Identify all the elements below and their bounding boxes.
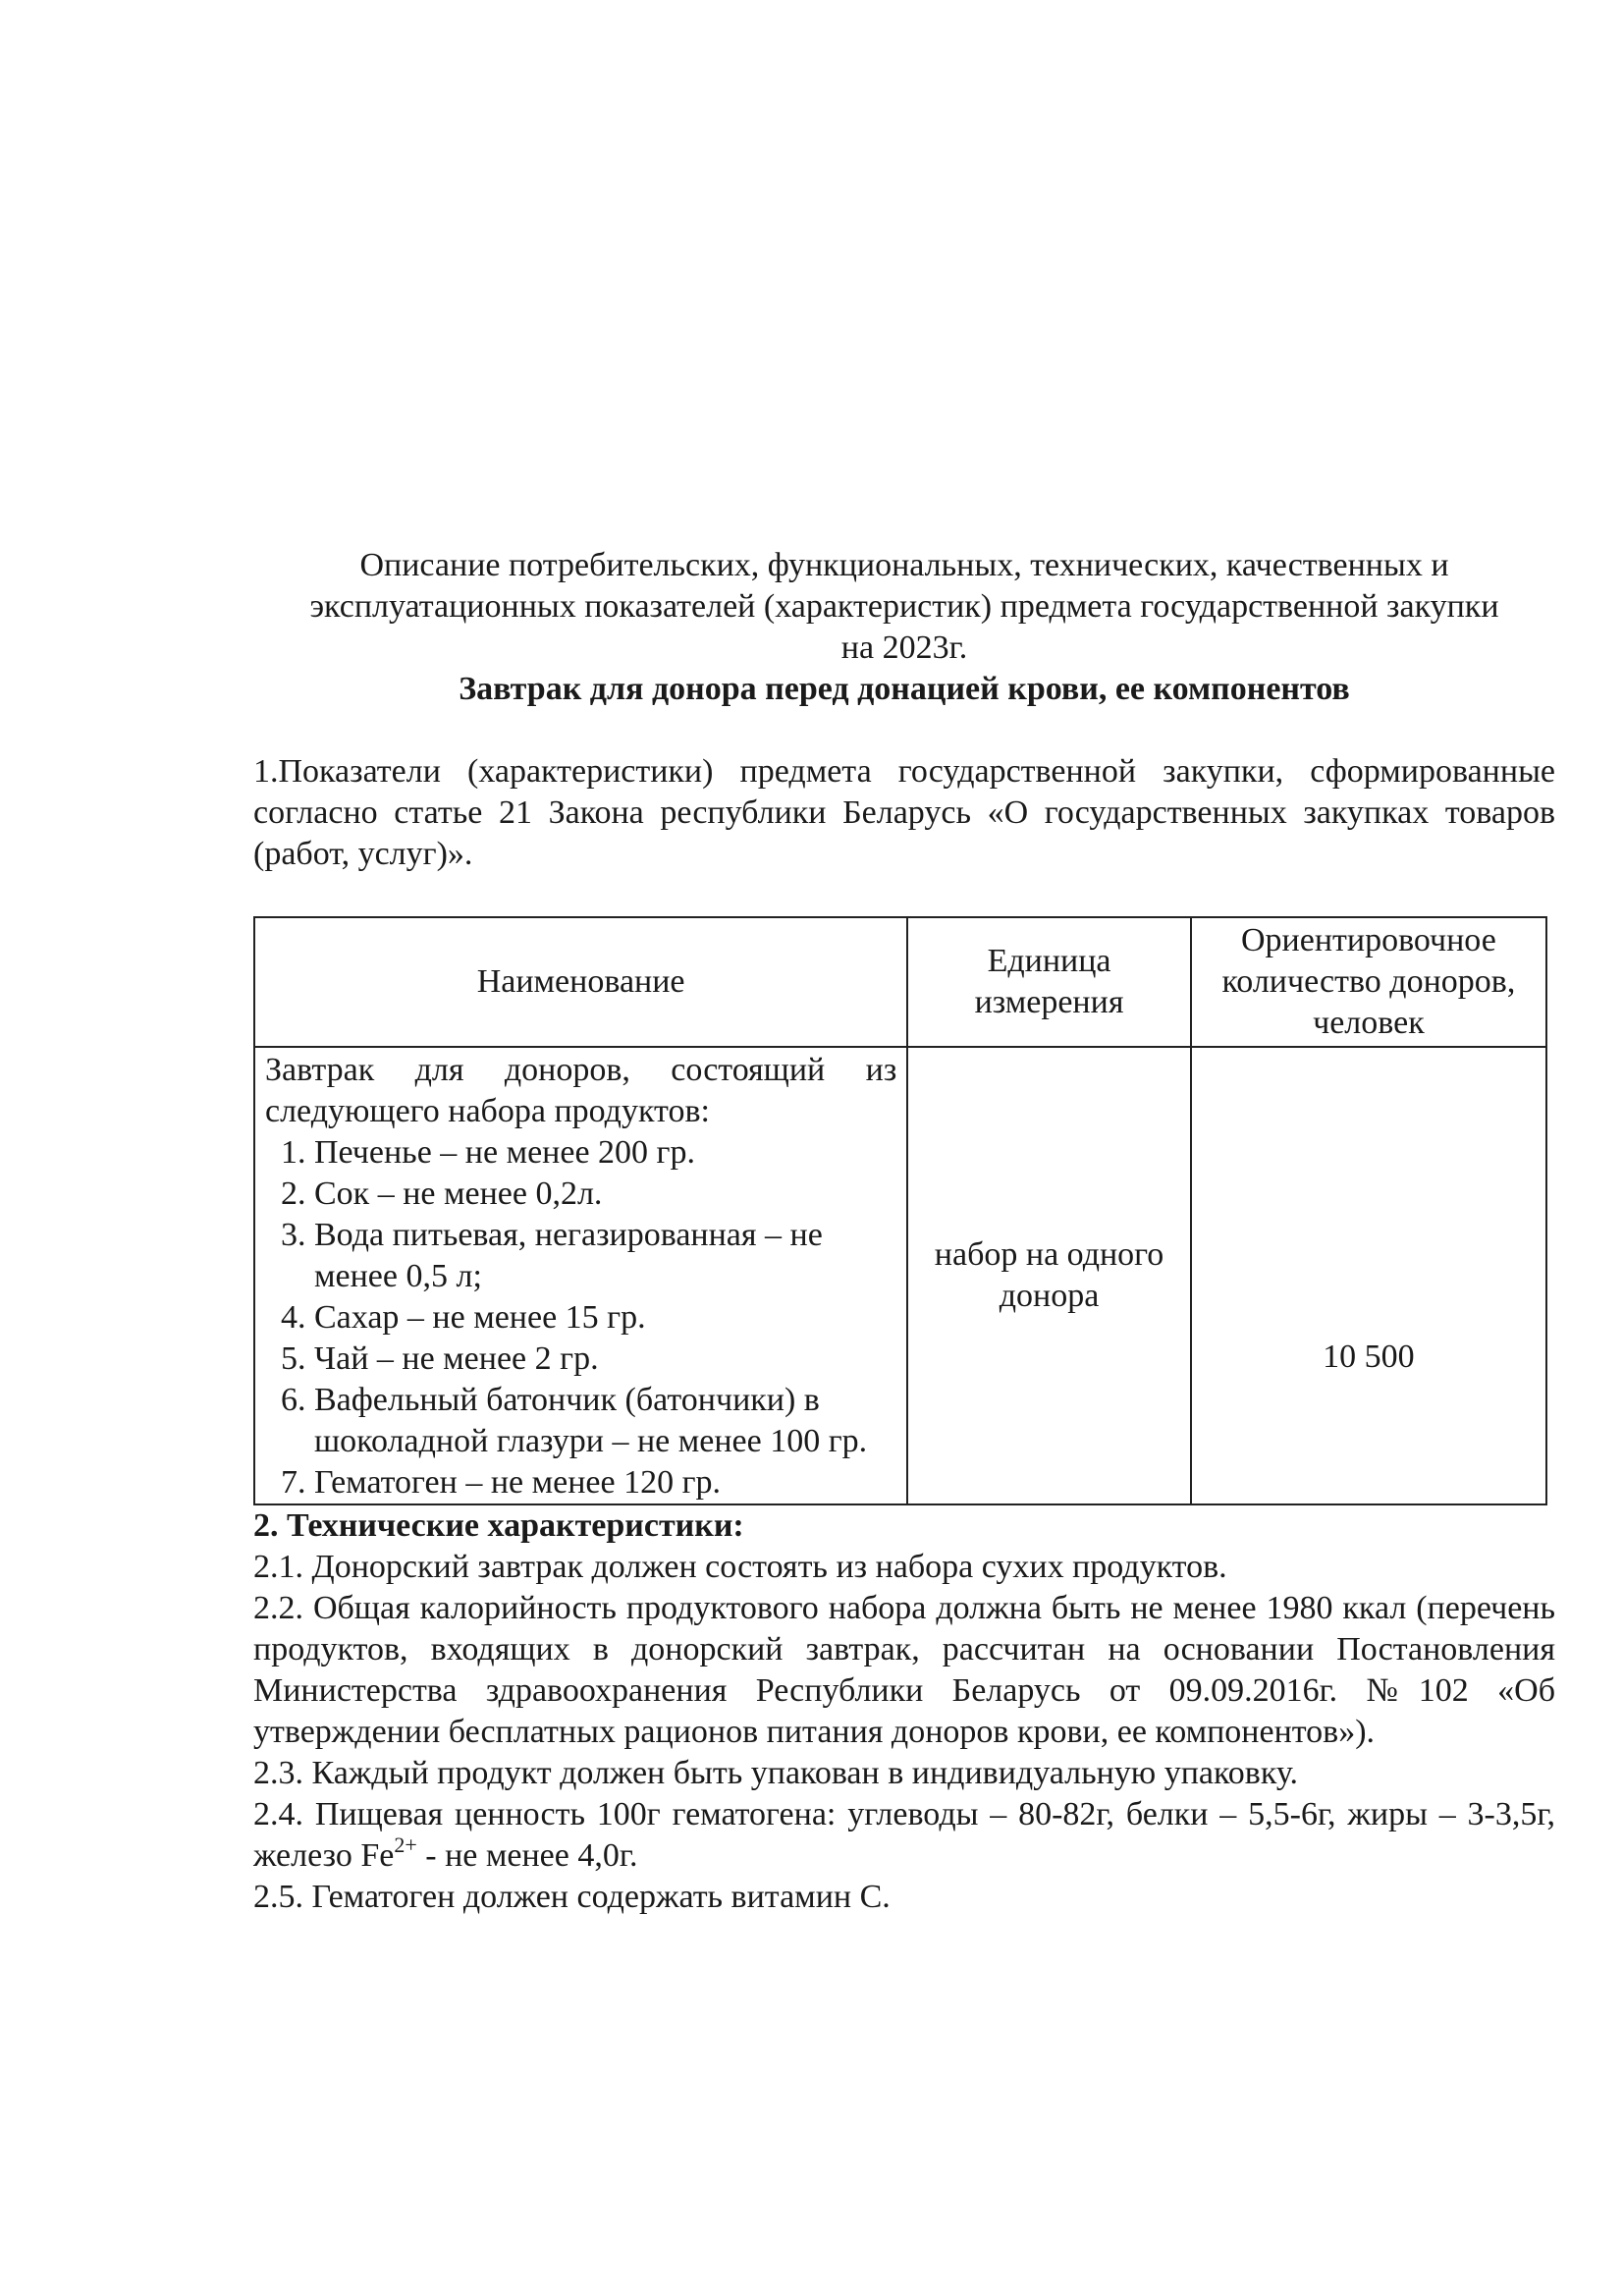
technical-heading: 2. Технические характеристики: [253,1507,744,1544]
nutrition-text: 2.4. Пищевая ценность 100г гематогена: углеводы – 80-82г, белки – 5,5-6г, жиры – 3-3,5г, железо Fe [253,1796,1555,1874]
document-title [253,545,1555,669]
header-name: Наименование [254,917,907,1047]
table-header-row [254,917,1546,1047]
title-line-2: эксплуатационных показателей (характеристик) предмета государственной закупки [309,588,1499,625]
document-page [253,545,1555,1918]
list-item: 7. Гематоген – не менее 120 гр. [314,1462,896,1503]
technical-item-2-2: 2.2. Общая калорийность продуктового набора должна быть не менее 1980 ккал (перечень продуктов, входящих в донорский завтрак, рассчитан на основании Постановления Министерства здравоохранения Республики Беларусь от 09.09.2016г. №102 «Об утверждении бесплатных рационов питания доноров крови, ее компонентов»). [253,1590,1555,1750]
header-unit: Единица измерения [907,917,1191,1047]
list-item: 3. Вода питьевая, негазированная – не менее 0,5 л; [314,1215,896,1297]
title-line-1: Описание потребительских, функциональных, технических, качественных и [359,547,1449,583]
list-item: 1. Печенье – не менее 200 гр. [314,1132,896,1174]
technical-item-2-3: 2.3. Каждый продукт должен быть упакован в индивидуальную упаковку. [253,1755,1298,1791]
product-set-lead: Завтрак для доноров, состоящий из следующего набора продуктов: [265,1052,897,1129]
iron-requirement: - не менее 4,0г. [416,1837,638,1874]
technical-item-2-5: 2.5. Гематоген должен содержать витамин С. [253,1879,891,1915]
technical-section [253,1505,1555,1918]
quantity-cell: 10 500 [1191,1047,1546,1504]
list-item: 5. Чай – не менее 2 гр. [314,1339,896,1380]
title-line-3: на 2023г. [840,629,968,666]
unit-cell: набор на одного донора [907,1047,1191,1504]
table-row [254,1047,1546,1504]
header-quantity: Ориентировочное количество доноров, человек [1191,917,1546,1047]
list-item: 4. Сахар – не менее 15 гр. [314,1297,896,1339]
iron-charge: 2+ [394,1832,417,1857]
technical-item-2-1: 2.1. Донорский завтрак должен состоять из набора сухих продуктов. [253,1549,1227,1585]
document-subtitle: Завтрак для донора перед донацией крови, ее компонентов [459,671,1350,707]
list-item: 6. Вафельный батончик (батончики) в шоколадной глазури – не менее 100 гр. [314,1380,896,1462]
product-description-cell [254,1047,907,1504]
intro-paragraph: 1.Показатели (характеристики) предмета государственной закупки, сформированные согласно статье 21 Закона республики Беларусь «О государственных закупках товаров (работ, услуг)». [253,753,1555,872]
specification-table [253,916,1547,1505]
list-item: 2. Сок – не менее 0,2л. [314,1174,896,1215]
product-list [265,1132,896,1503]
technical-item-2-4 [253,1794,1555,1877]
